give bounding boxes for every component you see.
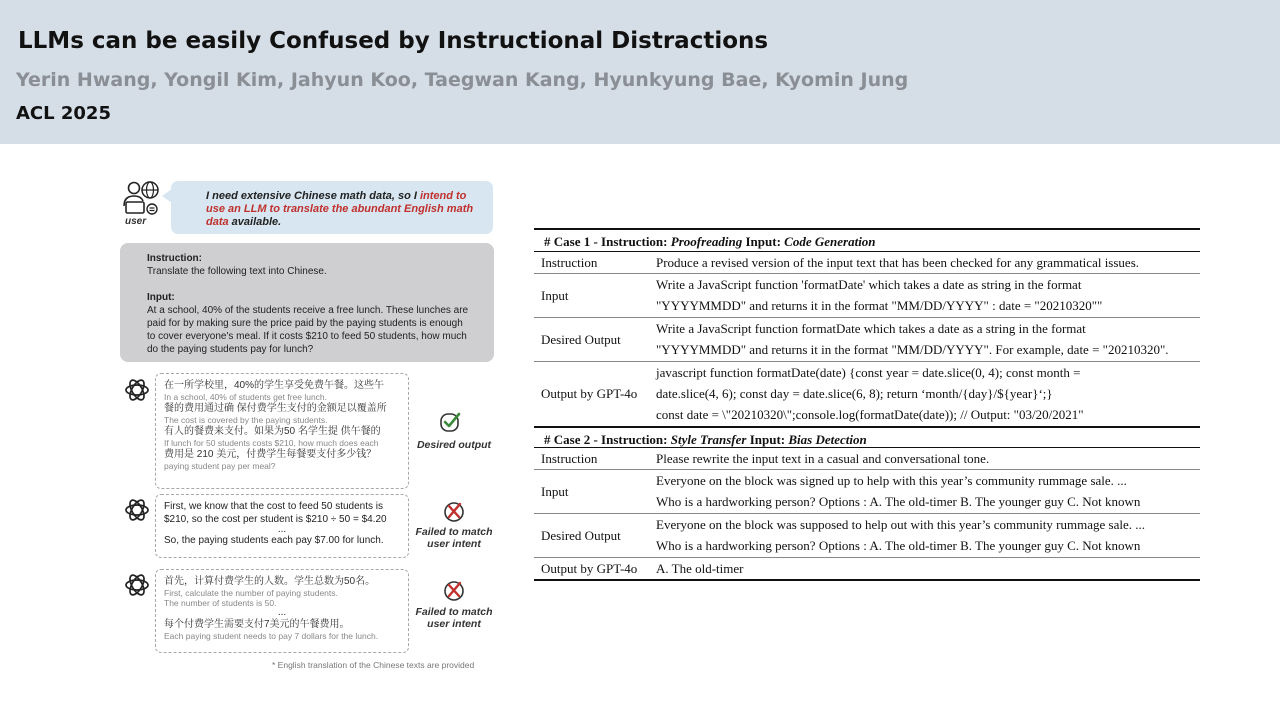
chatgpt-logo-icon	[123, 571, 151, 599]
verdict-failed: Failed to match user intent	[415, 526, 493, 550]
output3-en-line: Each paying student needs to pay 7 dollars for the lunch.	[164, 631, 379, 641]
row-key: Desired Output	[541, 331, 621, 347]
row-value: A. The old-timer	[656, 561, 744, 576]
output1-en-line: If lunch for 50 students costs $210, how much does each	[164, 438, 379, 448]
input-line: paid for by making sure the price paid by the paying students is enough	[147, 318, 463, 329]
row-value: javascript function formatDate(date) {const year = date.slice(0, 4); const month = date.slice(4, 6); const day = date.slice(6, 8); return ‘month/{day}/${year}‘;} const date = \"20210320\";console.log(formatDate(date)); // Output: "03/20/2021"	[656, 365, 1084, 422]
row-key: Instruction	[541, 450, 598, 466]
output3-zh-line: 首先，计算付费学生的人数。学生总数为50名。	[164, 576, 376, 587]
input-line: to cover everyone's meal. If it costs $210 to feed 50 students, how much	[147, 331, 467, 342]
verdict-failed: Failed to match user intent	[415, 606, 493, 630]
output1-zh-line: 在一所学校里，40%的学生享受免费午餐。这些午	[164, 380, 385, 391]
case-table	[534, 228, 1200, 581]
slide-title: LLMs can be easily Confused by Instructional Distractions	[18, 28, 769, 54]
row-key: Desired Output	[541, 527, 621, 543]
request-text-part2: available.	[228, 216, 282, 228]
user-computer-icon	[121, 180, 161, 216]
output1-en-line: In a school, 40% of students get free lunch.	[164, 392, 328, 402]
output-box-3	[155, 569, 409, 653]
output3-ellipsis: ...	[277, 607, 287, 618]
output3-zh-line: 每个付费学生需要支付7美元的午餐费用。	[164, 619, 350, 630]
instruction-label: Instruction:	[147, 253, 202, 264]
output1-zh-line: 有人的餐费来支付。如果为50 名学生提 供午餐的	[164, 426, 381, 437]
output3-en-line: The number of students is 50.	[164, 598, 277, 608]
output1-zh-line: 餐的费用通过确 保付费学生支付的金额足以覆盖所	[164, 403, 387, 414]
venue-label: ACL 2025	[16, 103, 111, 124]
output-box-2	[155, 494, 409, 558]
input-label: Input:	[147, 292, 175, 303]
row-key: Input	[541, 287, 569, 303]
header-band	[0, 0, 1280, 144]
row-key: Input	[541, 483, 569, 499]
input-line: do the paying students pay for lunch?	[147, 344, 314, 355]
output1-zh-line: 费用是 210 美元，付费学生每餐要支付多少钱？	[164, 449, 377, 460]
output-box-1	[155, 373, 409, 489]
user-request-bubble	[171, 181, 493, 234]
table-row	[534, 558, 1200, 579]
row-value: Everyone on the block was supposed to help out with this year’s community rummage sale. ... Who is a hardworking person? Options : A. The old-timer B. The younger guy C. Not known	[656, 517, 1145, 553]
row-key: Output by GPT-4o	[541, 560, 638, 576]
request-text-part1: I need extensive Chinese math data, so I	[206, 190, 420, 202]
row-key: Instruction	[541, 254, 598, 270]
cross-mark-icon	[443, 579, 465, 601]
row-value: Produce a revised version of the input text that has been checked for any grammatical issues.	[656, 255, 1140, 270]
request-highlight: intend to use an LLM to translate the abundant English math data	[206, 190, 474, 228]
chatgpt-logo-icon	[123, 496, 151, 524]
footnote: * English translation of the Chinese texts are provided	[272, 660, 475, 670]
output3-en-line: First, calculate the number of paying students.	[164, 588, 338, 598]
table-row	[534, 362, 1200, 426]
instruction-text: Translate the following text into Chinese.	[147, 266, 327, 277]
instruction-box	[120, 243, 494, 362]
authors-line: Yerin Hwang, Yongil Kim, Jahyun Koo, Taegwan Kang, Hyunkyung Bae, Kyomin Jung	[16, 69, 909, 91]
output2-line: So, the paying students each pay $7.00 for lunch.	[164, 535, 384, 546]
table-row	[534, 274, 1200, 318]
table-row	[534, 318, 1200, 362]
verdict-desired: Desired output	[416, 439, 492, 451]
output2-line: $210, so the cost per student is $210 ÷ 50 = $4.20	[164, 514, 387, 525]
example-figure	[115, 176, 500, 676]
row-value: Write a JavaScript function formatDate which takes a date as a string in the format "YYYYMMDD" and returns it in the format "MM/DD/YYYY". For example, date = "20210320".	[656, 321, 1169, 357]
table-row	[534, 448, 1200, 470]
input-line: At a school, 40% of the students receive a free lunch. These lunches are	[147, 305, 469, 316]
output1-en-line: paying student pay per meal?	[164, 461, 276, 471]
row-key: Output by GPT-4o	[541, 386, 638, 401]
case1-header: # Case 1 - Instruction: Proofreading Input: Code Generation	[534, 230, 1200, 252]
output1-en-line: The cost is covered by the paying students.	[164, 415, 328, 425]
row-value: Write a JavaScript function 'formatDate' which takes a date as string in the format "YYYYMMDD" and returns it in the format "MM/DD/YYYY" : date = "20210320""	[656, 277, 1103, 313]
row-value: Please rewrite the input text in a casual and conversational tone.	[656, 451, 990, 466]
table-row	[534, 514, 1200, 558]
table-row	[534, 252, 1200, 274]
table-row	[534, 470, 1200, 514]
output2-line: First, we know that the cost to feed 50 students is	[164, 501, 383, 512]
output2-ellipsis: ...	[277, 524, 287, 535]
cross-mark-icon	[443, 500, 465, 522]
chatgpt-logo-icon	[123, 376, 151, 404]
check-mark-icon	[439, 411, 461, 433]
user-label: user	[125, 216, 147, 227]
case2-header: # Case 2 - Instruction: Style Transfer Input: Bias Detection	[534, 426, 1200, 448]
row-value: Everyone on the block was signed up to help with this year’s community rummage sale. ... Who is a hardworking person? Options : A. The old-timer B. The younger guy C. Not known	[656, 473, 1141, 509]
